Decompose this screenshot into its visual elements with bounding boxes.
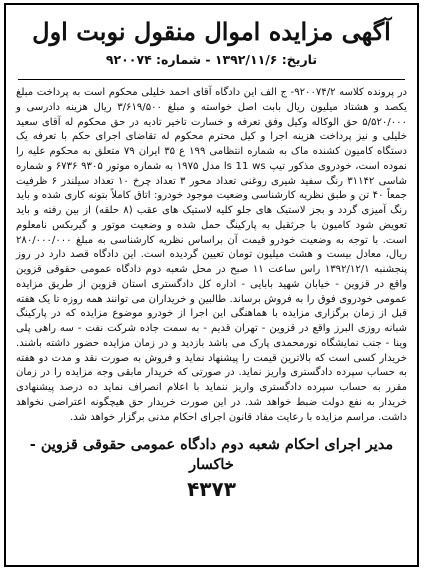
divider — [18, 79, 405, 80]
notice-date-number: تاریخ: ۱۳۹۲/۱۱/۶ - شماره: ۹۲۰۰۷۴ — [105, 52, 318, 67]
notice-code: ۴۳۷۳ — [187, 477, 236, 502]
notice-body: در پرونده کلاسه ۹۲۰۰۷۴/۲- ج الف این دادگاه آقای احمد خلیلی محکوم است به پرداخت مبلغ یکصد و هشتاد میلیون ریال بابت اصل خواسته و مبلغ ۳/۶۱۹/۵۰۰ ریال هزینه دادرسی و ۵/۵۲۰/۰۰۰ حق الوکاله وکیل وفق تعرفه و خسارت تاخیر تادیه در حق محکوم له آقای سعید خلیلی و نیز پرداخت هزینه اجرا و کیل محترم محکوم له تقاضای اجرای حکم با تعرفه یک دستگاه کامیون کشنده ماک به شماره انتظامی ۱۹۹ ع ۳۵ ایران ۷۹ متعلق به محکوم علیه را نموده است، خودروی مذکور تیپ ls 11 ws مدل ۱۹۷۵ به شماره موتور ۹۳۰۵ ۶۷۳۶ و شماره شاسی ۳۱۱۴۲ رنگ سفید شیری روغنی تعداد محور ۳ تعداد چرخ ۱۰ تعداد سیلندر ۶ ظرفیت جمعاً ۴۰ تن و طبق نظریه کارشناسی وضعیت موجود خودرو: اتاق کاملاً بتونه کاری شده و باید رنگ آمیزی گردد و بجز لاستیک های جلو کلیه لاستیک های عقب (۸ حلقه) از بین رفته و باید تعویض شود کامیون با جرثقیل به پارکینگ حمل شده و وضعیت موتور و گیربکس نامعلوم است. با توجه به وضعیت خودرو قیمت آن براساس نظریه کارشناسی به مبلغ ۲۸۰/۰۰۰/۰۰۰ ریال، معادل بیست و هشت میلیون تومان تعیین گردیده است. این دادگاه قصد دارد در روز پنجشنبه ۱۳۹۲/۱۲/۱ راس ساعت ۱۱ صبح در محل شعبه دوم دادگاه عمومی حقوقی قزوین واقع در قزوین - خیابان شهید بابایی - اداره کل دادگستری استان قزوین از طریق مزایده عمومی خودروی فوق را به فروش برساند. طالبین و خریداران می توانند همه روزه تا یک هفته قبل از زمان برگزاری مزایده با هماهنگی این اجرا از خودرو موضوع مزایده که در پارکینگ شبانه روزی البرز واقع در قزوین - تهران قدیم - به سمت جاده شرکت نفت - سه راهی پلی وینا - جنب نمایشگاه نورمحمدی پارک می باشد بازدید و در زمان مزایده حضور داشته باشند. خریدار کسی است که بالاترین قیمت را پیشنهاد نماید و فروش به صورت نقد و مدت دو هفته به حساب سپرده دادگستری واریز نماید. در صورتی که خریدار مابقی وجه مزایده را در زمان مقرر به حساب سپرده دادگستری واریز ننماید با اعلام انصراف نماید ده درصد پیشنهادی خریدار به نفع دولت ضبط خواهد شد. در این صورت خریدار حق هیچگونه اعتراضی نخواهد داشت. مراسم مزایده با رعایت مفاد قانون اجرای احکام مدنی برگزار خواهد شد. — [16, 87, 408, 423]
notice-title: آگهی مزایده اموال منقول نوبت اول — [32, 17, 391, 46]
notice-signature: مدیر اجرای احکام شعبه دوم دادگاه عمومی حقوقی قزوین - خاکسار — [29, 436, 394, 474]
auction-notice — [4, 3, 419, 567]
